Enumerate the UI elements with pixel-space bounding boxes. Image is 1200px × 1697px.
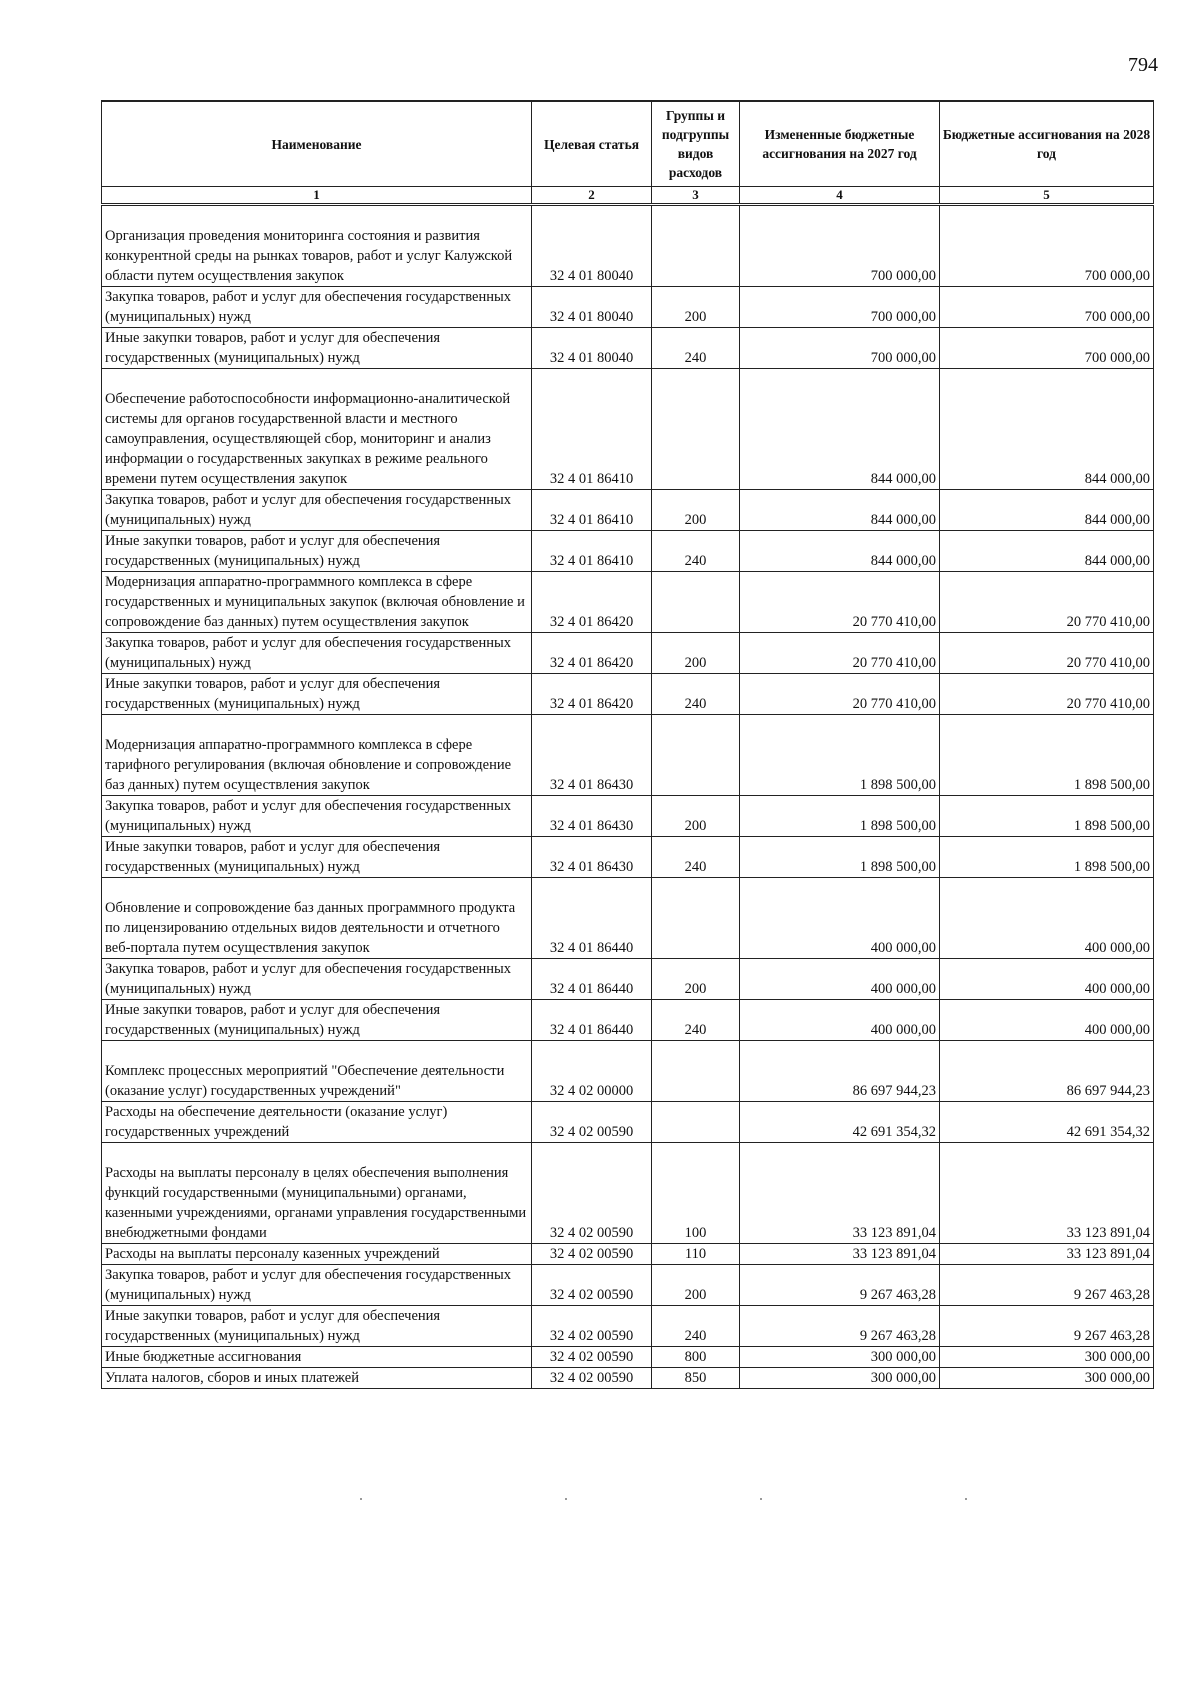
target-article: 32 4 01 86440 xyxy=(532,1000,652,1041)
row-name: Иные закупки товаров, работ и услуг для обеспечения государственных (муниципальных) нужд xyxy=(102,674,532,715)
target-article: 32 4 02 00590 xyxy=(532,1102,652,1143)
amount-2028: 400 000,00 xyxy=(940,959,1154,1000)
table-row xyxy=(102,959,1154,1000)
table-row xyxy=(102,715,1154,796)
row-name: Иные закупки товаров, работ и услуг для обеспечения государственных (муниципальных) нужд xyxy=(102,837,532,878)
expense-group: 200 xyxy=(652,633,740,674)
col-header-changed-2027: Измененные бюджетные ассигнования на 2027 год xyxy=(740,101,940,187)
amount-2027: 9 267 463,28 xyxy=(740,1265,940,1306)
row-name: Обновление и сопровождение баз данных программного продукта по лицензированию отдельных видов деятельности и отчетного веб-портала путем осуществления закупок xyxy=(102,878,532,959)
amount-2028: 9 267 463,28 xyxy=(940,1265,1154,1306)
row-name: Закупка товаров, работ и услуг для обеспечения государственных (муниципальных) нужд xyxy=(102,633,532,674)
row-name: Модернизация аппаратно-программного комплекса в сфере тарифного регулирования (включая обновление и сопровождение баз данных) путем осуществления закупок xyxy=(102,715,532,796)
target-article: 32 4 01 86420 xyxy=(532,633,652,674)
amount-2027: 20 770 410,00 xyxy=(740,674,940,715)
expense-group: 240 xyxy=(652,531,740,572)
table-row xyxy=(102,287,1154,328)
table-row xyxy=(102,1102,1154,1143)
expense-group: 240 xyxy=(652,1000,740,1041)
expense-group xyxy=(652,205,740,287)
amount-2027: 42 691 354,32 xyxy=(740,1102,940,1143)
amount-2027: 300 000,00 xyxy=(740,1347,940,1368)
target-article: 32 4 02 00590 xyxy=(532,1143,652,1244)
target-article: 32 4 01 86410 xyxy=(532,369,652,490)
amount-2028: 86 697 944,23 xyxy=(940,1041,1154,1102)
expense-group: 110 xyxy=(652,1244,740,1265)
target-article: 32 4 01 86430 xyxy=(532,796,652,837)
amount-2028: 20 770 410,00 xyxy=(940,674,1154,715)
expense-group: 240 xyxy=(652,1306,740,1347)
amount-2028: 1 898 500,00 xyxy=(940,715,1154,796)
table-row xyxy=(102,369,1154,490)
page-number: 794 xyxy=(1128,54,1158,76)
col-number: 5 xyxy=(940,187,1154,205)
amount-2027: 400 000,00 xyxy=(740,959,940,1000)
amount-2028: 20 770 410,00 xyxy=(940,633,1154,674)
row-name: Расходы на выплаты персоналу казенных учреждений xyxy=(102,1244,532,1265)
row-name: Расходы на выплаты персоналу в целях обеспечения выполнения функций государственными (муниципальными) органами, казенными учреждениями, органами управления государственными внебюджетными фондами xyxy=(102,1143,532,1244)
amount-2027: 700 000,00 xyxy=(740,287,940,328)
target-article: 32 4 02 00590 xyxy=(532,1368,652,1389)
expense-group: 240 xyxy=(652,674,740,715)
expense-group: 200 xyxy=(652,287,740,328)
target-article: 32 4 01 86430 xyxy=(532,837,652,878)
table-body xyxy=(102,205,1154,1389)
amount-2027: 20 770 410,00 xyxy=(740,633,940,674)
expense-group xyxy=(652,572,740,633)
row-name: Закупка товаров, работ и услуг для обеспечения государственных (муниципальных) нужд xyxy=(102,959,532,1000)
row-name: Расходы на обеспечение деятельности (оказание услуг) государственных учреждений xyxy=(102,1102,532,1143)
table-row xyxy=(102,572,1154,633)
amount-2027: 20 770 410,00 xyxy=(740,572,940,633)
table-row xyxy=(102,1368,1154,1389)
amount-2027: 300 000,00 xyxy=(740,1368,940,1389)
col-number: 4 xyxy=(740,187,940,205)
row-name: Закупка товаров, работ и услуг для обеспечения государственных (муниципальных) нужд xyxy=(102,287,532,328)
scan-speck xyxy=(565,1498,567,1500)
target-article: 32 4 02 00590 xyxy=(532,1244,652,1265)
target-article: 32 4 01 80040 xyxy=(532,328,652,369)
target-article: 32 4 01 80040 xyxy=(532,205,652,287)
table-row xyxy=(102,633,1154,674)
target-article: 32 4 01 86430 xyxy=(532,715,652,796)
target-article: 32 4 01 86410 xyxy=(532,490,652,531)
amount-2028: 700 000,00 xyxy=(940,287,1154,328)
row-name: Иные закупки товаров, работ и услуг для обеспечения государственных (муниципальных) нужд xyxy=(102,531,532,572)
table-row xyxy=(102,1347,1154,1368)
amount-2027: 9 267 463,28 xyxy=(740,1306,940,1347)
amount-2027: 1 898 500,00 xyxy=(740,837,940,878)
col-header-name: Наименование xyxy=(102,101,532,187)
row-name: Закупка товаров, работ и услуг для обеспечения государственных (муниципальных) нужд xyxy=(102,490,532,531)
scan-speck xyxy=(360,1498,362,1500)
amount-2028: 33 123 891,04 xyxy=(940,1143,1154,1244)
amount-2027: 700 000,00 xyxy=(740,328,940,369)
expense-group: 200 xyxy=(652,1265,740,1306)
target-article: 32 4 01 80040 xyxy=(532,287,652,328)
target-article: 32 4 02 00000 xyxy=(532,1041,652,1102)
row-name: Организация проведения мониторинга состояния и развития конкурентной среды на рынках товаров, работ и услуг Калужской области путем осуществления закупок xyxy=(102,205,532,287)
table-row xyxy=(102,490,1154,531)
table-row xyxy=(102,205,1154,287)
target-article: 32 4 02 00590 xyxy=(532,1265,652,1306)
table-row xyxy=(102,328,1154,369)
amount-2028: 1 898 500,00 xyxy=(940,796,1154,837)
row-name: Закупка товаров, работ и услуг для обеспечения государственных (муниципальных) нужд xyxy=(102,1265,532,1306)
scan-speck xyxy=(760,1498,762,1500)
amount-2027: 33 123 891,04 xyxy=(740,1143,940,1244)
amount-2027: 86 697 944,23 xyxy=(740,1041,940,1102)
table-row xyxy=(102,878,1154,959)
amount-2027: 33 123 891,04 xyxy=(740,1244,940,1265)
table-row xyxy=(102,1306,1154,1347)
col-header-budget-2028: Бюджетные ассигнования на 2028 год xyxy=(940,101,1154,187)
table-row xyxy=(102,531,1154,572)
amount-2028: 20 770 410,00 xyxy=(940,572,1154,633)
row-name: Комплекс процессных мероприятий "Обеспечение деятельности (оказание услуг) государственных учреждений" xyxy=(102,1041,532,1102)
row-name: Закупка товаров, работ и услуг для обеспечения государственных (муниципальных) нужд xyxy=(102,796,532,837)
amount-2028: 700 000,00 xyxy=(940,328,1154,369)
table-row xyxy=(102,1143,1154,1244)
expense-group: 240 xyxy=(652,328,740,369)
target-article: 32 4 02 00590 xyxy=(532,1306,652,1347)
table-header-row xyxy=(102,101,1154,187)
table-row xyxy=(102,796,1154,837)
expense-group: 200 xyxy=(652,959,740,1000)
expense-group xyxy=(652,1102,740,1143)
table-row xyxy=(102,674,1154,715)
target-article: 32 4 01 86440 xyxy=(532,878,652,959)
amount-2027: 844 000,00 xyxy=(740,531,940,572)
col-number: 1 xyxy=(102,187,532,205)
row-name: Иные закупки товаров, работ и услуг для обеспечения государственных (муниципальных) нужд xyxy=(102,1306,532,1347)
row-name: Модернизация аппаратно-программного комплекса в сфере государственных и муниципальных закупок (включая обновление и сопровождение баз данных) путем осуществления закупок xyxy=(102,572,532,633)
col-header-groups: Группы и подгруппы видов расходов xyxy=(652,101,740,187)
target-article: 32 4 01 86420 xyxy=(532,674,652,715)
amount-2027: 844 000,00 xyxy=(740,369,940,490)
table-row xyxy=(102,837,1154,878)
table-row xyxy=(102,1000,1154,1041)
amount-2028: 400 000,00 xyxy=(940,1000,1154,1041)
row-name: Обеспечение работоспособности информационно-аналитической системы для органов государственной власти и местного самоуправления, осуществляющей сбор, мониторинг и анализ информации о государственных закупках в режиме реального времени путем осуществления закупок xyxy=(102,369,532,490)
row-name: Иные бюджетные ассигнования xyxy=(102,1347,532,1368)
amount-2027: 400 000,00 xyxy=(740,1000,940,1041)
amount-2027: 844 000,00 xyxy=(740,490,940,531)
table-row xyxy=(102,1265,1154,1306)
amount-2028: 400 000,00 xyxy=(940,878,1154,959)
expense-group: 850 xyxy=(652,1368,740,1389)
target-article: 32 4 01 86410 xyxy=(532,531,652,572)
amount-2028: 844 000,00 xyxy=(940,369,1154,490)
budget-table xyxy=(101,100,1154,1389)
target-article: 32 4 01 86440 xyxy=(532,959,652,1000)
amount-2027: 700 000,00 xyxy=(740,205,940,287)
expense-group: 240 xyxy=(652,837,740,878)
amount-2028: 300 000,00 xyxy=(940,1368,1154,1389)
col-number: 2 xyxy=(532,187,652,205)
amount-2028: 844 000,00 xyxy=(940,531,1154,572)
amount-2028: 33 123 891,04 xyxy=(940,1244,1154,1265)
amount-2028: 844 000,00 xyxy=(940,490,1154,531)
amount-2027: 1 898 500,00 xyxy=(740,715,940,796)
amount-2027: 1 898 500,00 xyxy=(740,796,940,837)
amount-2028: 1 898 500,00 xyxy=(940,837,1154,878)
expense-group xyxy=(652,878,740,959)
col-number: 3 xyxy=(652,187,740,205)
target-article: 32 4 01 86420 xyxy=(532,572,652,633)
amount-2028: 300 000,00 xyxy=(940,1347,1154,1368)
row-name: Иные закупки товаров, работ и услуг для обеспечения государственных (муниципальных) нужд xyxy=(102,1000,532,1041)
column-numbers-row xyxy=(102,187,1154,205)
amount-2027: 400 000,00 xyxy=(740,878,940,959)
col-header-target: Целевая статья xyxy=(532,101,652,187)
amount-2028: 9 267 463,28 xyxy=(940,1306,1154,1347)
table-row xyxy=(102,1041,1154,1102)
expense-group: 800 xyxy=(652,1347,740,1368)
target-article: 32 4 02 00590 xyxy=(532,1347,652,1368)
expense-group xyxy=(652,1041,740,1102)
expense-group xyxy=(652,369,740,490)
table-row xyxy=(102,1244,1154,1265)
expense-group: 200 xyxy=(652,796,740,837)
row-name: Иные закупки товаров, работ и услуг для обеспечения государственных (муниципальных) нужд xyxy=(102,328,532,369)
amount-2028: 700 000,00 xyxy=(940,205,1154,287)
expense-group: 200 xyxy=(652,490,740,531)
row-name: Уплата налогов, сборов и иных платежей xyxy=(102,1368,532,1389)
amount-2028: 42 691 354,32 xyxy=(940,1102,1154,1143)
expense-group xyxy=(652,715,740,796)
expense-group: 100 xyxy=(652,1143,740,1244)
scan-speck xyxy=(965,1498,967,1500)
